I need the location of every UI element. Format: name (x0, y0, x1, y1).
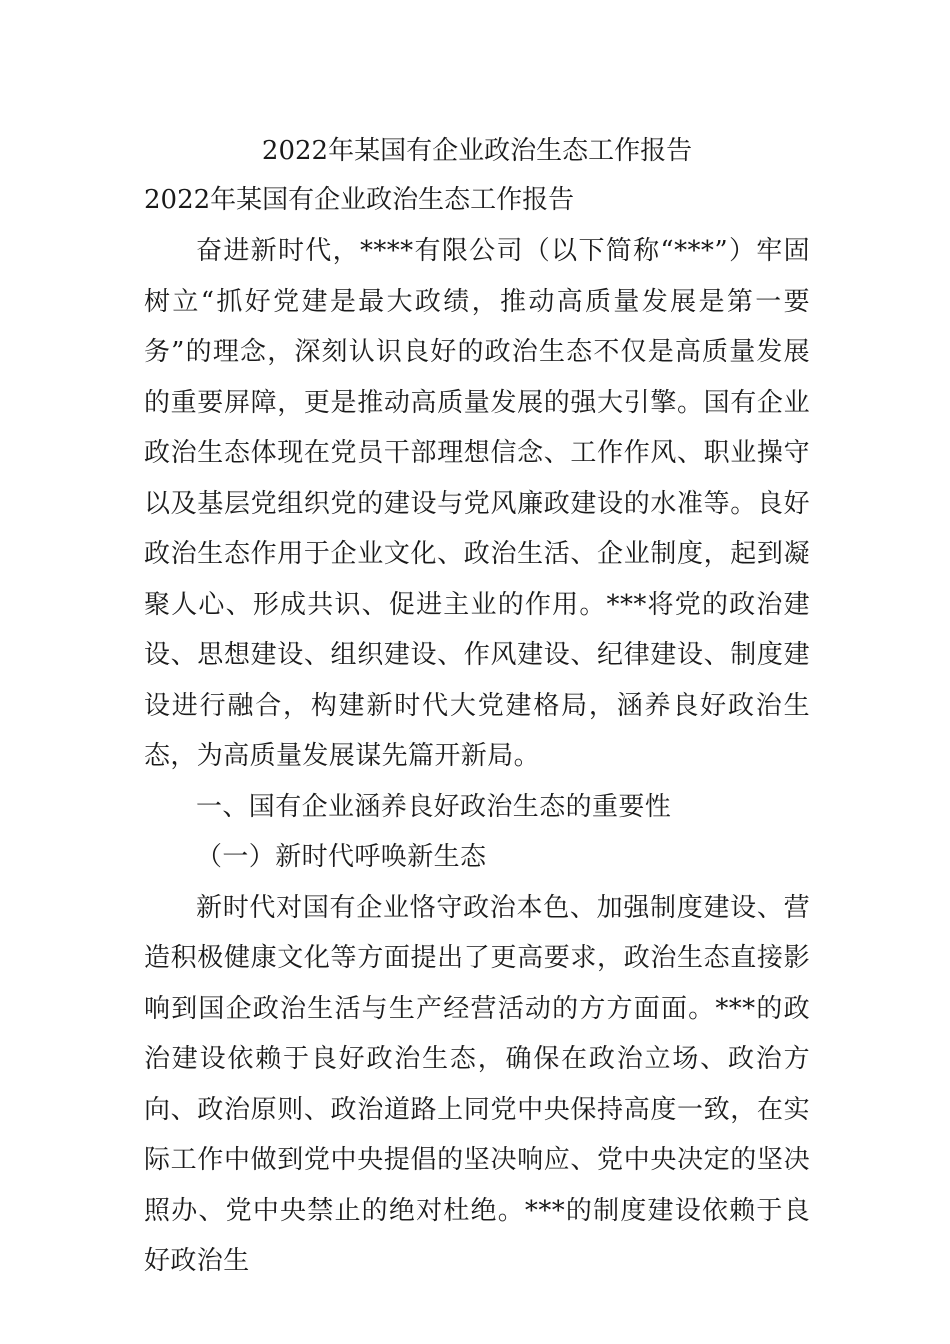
section-heading: 一、国有企业涵养良好政治生态的重要性 (196, 791, 672, 822)
subsection-heading: （一）新时代呼唤新生态 (196, 842, 487, 872)
intro-paragraph: 奋进新时代，****有限公司（以下简称“***”）牢固树立“抓好党建是最大政绩，推动高质量发展是第一要务”的理念，深刻认识良好的政治生态不仅是高质量发展的重要屏障，更是推动高质量发展的强大引擎。国有企业政治生态体现在党员干部理想信念、工作作风、职业操守以及基层党组织党的建设与党风廉政建设的水准等。良好政治生态作用于企业文化、政治生活、企业制度，起到凝聚人心、形成共识、促进主业的作用。***将党的政治建设、思想建设、组织建设、作风建设、纪律建设、制度建设进行融合，构建新时代大党建格局，涵养良好政治生态，为高质量发展谋先篇开新局。 (144, 236, 810, 771)
document-body (144, 128, 810, 1287)
subsection-paragraph: 新时代对国有企业恪守政治本色、加强制度建设、营造积极健康文化等方面提出了更高要求，政治生态直接影响到国企政治生活与生产经营活动的方方面面。***的政治建设依赖于良好政治生态，确保在政治立场、政治方向、政治原则、政治道路上同党中央保持高度一致，在实际工作中做到党中央提倡的坚决响应、党中央决定的坚决照办、党中央禁止的绝对杜绝。***的制度建设依赖于良好政治生 (144, 892, 810, 1276)
document-title: 2022年某国有企业政治生态工作报告 (261, 136, 693, 166)
document-subtitle: 2022年某国有企业政治生态工作报告 (144, 185, 575, 215)
